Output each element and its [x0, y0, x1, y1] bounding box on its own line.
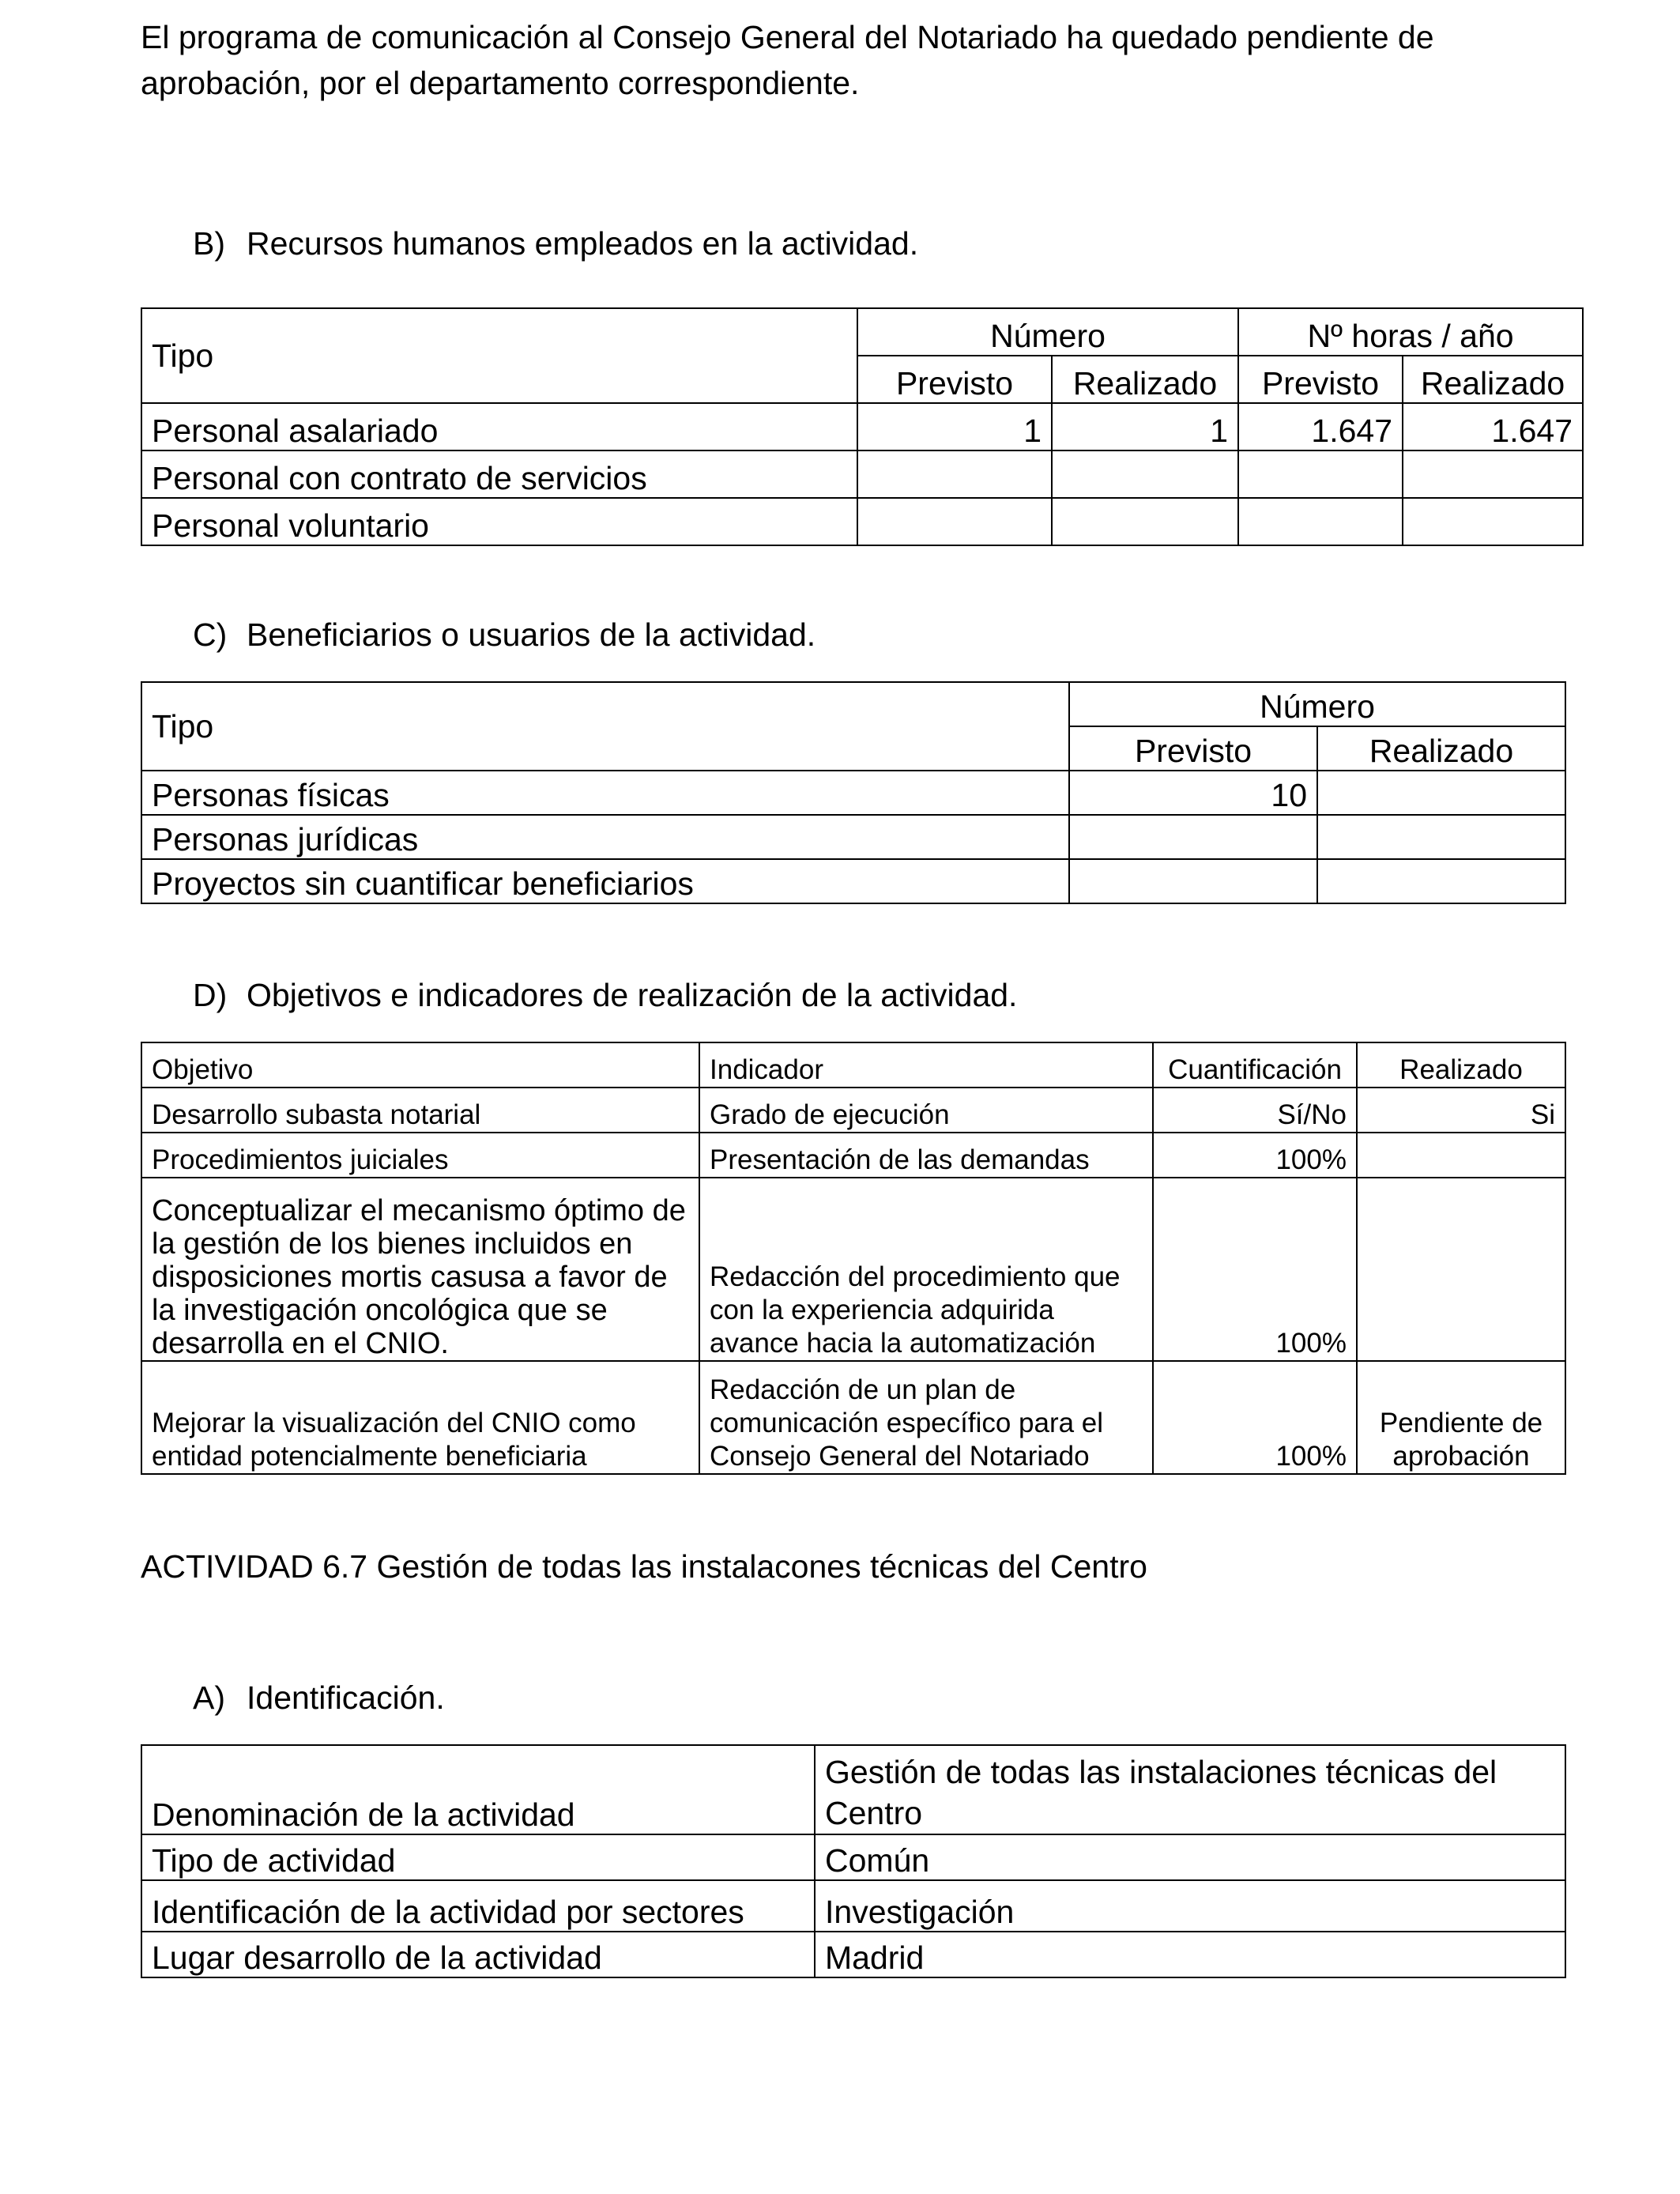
table-row — [141, 498, 1583, 545]
row-cuantificacion: Sí/No — [1153, 1088, 1357, 1133]
row-label: Lugar desarrollo de la actividad — [141, 1932, 815, 1977]
table-row — [141, 1088, 1565, 1133]
header-tipo: Tipo — [141, 308, 857, 403]
row-label: Tipo de actividad — [141, 1834, 815, 1880]
header-previsto: Previsto — [1069, 726, 1317, 771]
row-value: Gestión de todas las instalaciones técnicas del Centro — [815, 1745, 1565, 1834]
row-tipo: Personal voluntario — [141, 498, 857, 545]
section-c-heading — [193, 615, 816, 654]
row-indicador: Redacción del procedimiento que con la experiencia adquirida avance hacia la automatización — [699, 1178, 1153, 1361]
header-numero: Número — [1069, 682, 1565, 726]
row-cuantificacion: 100% — [1153, 1178, 1357, 1361]
row-num-previsto — [857, 450, 1052, 498]
row-tipo: Personas jurídicas — [141, 815, 1069, 859]
header-horas-previsto: Previsto — [1238, 356, 1403, 403]
row-cuantificacion: 100% — [1153, 1361, 1357, 1474]
row-horas-realizado: 1.647 — [1403, 403, 1583, 450]
header-numero-realizado: Realizado — [1052, 356, 1238, 403]
table-row — [141, 859, 1565, 903]
row-previsto — [1069, 859, 1317, 903]
row-horas-previsto: 1.647 — [1238, 403, 1403, 450]
row-indicador: Redacción de un plan de comunicación específico para el Consejo General del Notariado — [699, 1361, 1153, 1474]
row-indicador: Grado de ejecución — [699, 1088, 1153, 1133]
table-row — [141, 1178, 1565, 1361]
section-b-letter: B) — [193, 225, 225, 262]
section-b-title: Recursos humanos empleados en la actividad. — [247, 225, 919, 262]
row-num-previsto: 1 — [857, 403, 1052, 450]
header-realizado: Realizado — [1357, 1042, 1565, 1088]
section-d-heading — [193, 975, 1017, 1015]
row-value: Común — [815, 1834, 1565, 1880]
table-row — [141, 1745, 1565, 1834]
section-c-title: Beneficiarios o usuarios de la actividad. — [247, 616, 816, 653]
header-realizado: Realizado — [1317, 726, 1565, 771]
row-horas-previsto — [1238, 450, 1403, 498]
table-row — [141, 1880, 1565, 1932]
row-objetivo: Conceptualizar el mecanismo óptimo de la gestión de los bienes incluidos en disposiciones mortis casusa a favor de la investigación oncológica que se desarrolla en el CNIO. — [141, 1178, 699, 1361]
header-numero: Número — [857, 308, 1238, 356]
row-tipo: Personas físicas — [141, 771, 1069, 815]
row-tipo: Personal con contrato de servicios — [141, 450, 857, 498]
header-horas-realizado: Realizado — [1403, 356, 1583, 403]
row-horas-previsto — [1238, 498, 1403, 545]
row-tipo: Proyectos sin cuantificar beneficiarios — [141, 859, 1069, 903]
table-row — [141, 771, 1565, 815]
row-objetivo: Procedimientos juiciales — [141, 1133, 699, 1178]
intro-paragraph: El programa de comunicación al Consejo General del Notariado ha quedado pendiente de aprobación, por el departamento correspondiente. — [141, 19, 1434, 101]
row-horas-realizado — [1403, 498, 1583, 545]
table-row — [141, 1361, 1565, 1474]
table-row — [141, 1932, 1565, 1977]
row-indicador: Presentación de las demandas — [699, 1133, 1153, 1178]
table-row — [141, 815, 1565, 859]
row-num-realizado — [1052, 498, 1238, 545]
recursos-humanos-table — [141, 307, 1584, 546]
section-a-title: Identificación. — [247, 1679, 445, 1716]
section-a-letter: A) — [193, 1679, 225, 1716]
row-realizado — [1317, 771, 1565, 815]
row-previsto: 10 — [1069, 771, 1317, 815]
header-indicador: Indicador — [699, 1042, 1153, 1088]
header-horas: Nº horas / año — [1238, 308, 1583, 356]
section-a-heading — [193, 1678, 445, 1717]
objetivos-table — [141, 1042, 1566, 1475]
row-horas-realizado — [1403, 450, 1583, 498]
row-realizado: Si — [1357, 1088, 1565, 1133]
row-previsto — [1069, 815, 1317, 859]
header-numero-previsto: Previsto — [857, 356, 1052, 403]
row-realizado — [1357, 1133, 1565, 1178]
row-realizado: Pendiente de aprobación — [1357, 1361, 1565, 1474]
row-value: Investigación — [815, 1880, 1565, 1932]
table-row — [141, 403, 1583, 450]
row-num-previsto — [857, 498, 1052, 545]
row-realizado — [1317, 859, 1565, 903]
row-value: Madrid — [815, 1932, 1565, 1977]
section-c-letter: C) — [193, 616, 228, 653]
table-row — [141, 450, 1583, 498]
row-objetivo: Mejorar la visualización del CNIO como entidad potencialmente beneficiaria — [141, 1361, 699, 1474]
row-num-realizado — [1052, 450, 1238, 498]
row-num-realizado: 1 — [1052, 403, 1238, 450]
header-objetivo: Objetivo — [141, 1042, 699, 1088]
row-label: Denominación de la actividad — [141, 1745, 815, 1834]
header-tipo: Tipo — [141, 682, 1069, 771]
row-realizado — [1317, 815, 1565, 859]
header-cuantificacion: Cuantificación — [1153, 1042, 1357, 1088]
table-row — [141, 1834, 1565, 1880]
section-d-title: Objetivos e indicadores de realización de la actividad. — [247, 977, 1018, 1013]
activity-title: ACTIVIDAD 6.7 Gestión de todas las instalacones técnicas del Centro — [141, 1548, 1147, 1585]
row-objetivo: Desarrollo subasta notarial — [141, 1088, 699, 1133]
table-row — [141, 1133, 1565, 1178]
row-realizado — [1357, 1178, 1565, 1361]
row-tipo: Personal asalariado — [141, 403, 857, 450]
identificacion-table — [141, 1744, 1566, 1978]
section-d-letter: D) — [193, 977, 228, 1013]
beneficiarios-table — [141, 681, 1566, 904]
row-label: Identificación de la actividad por sectores — [141, 1880, 815, 1932]
section-b-heading — [193, 224, 918, 263]
row-cuantificacion: 100% — [1153, 1133, 1357, 1178]
